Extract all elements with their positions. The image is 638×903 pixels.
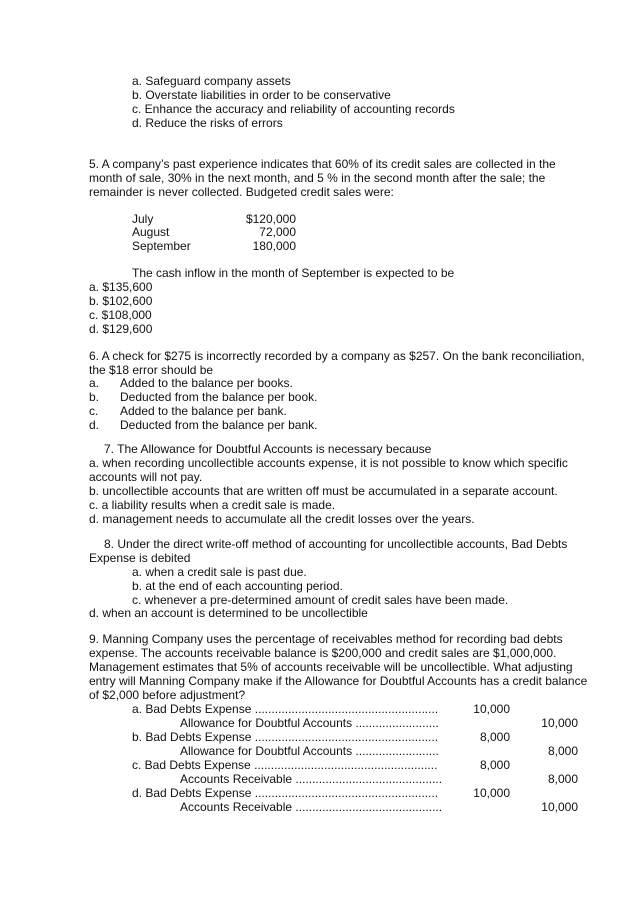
top-option-b: b. Overstate liabilities in order to be conservative: [132, 88, 391, 102]
top-option-d: d. Reduce the risks of errors: [132, 116, 283, 130]
top-option-c: c. Enhance the accuracy and reliability of accounting records: [132, 102, 455, 116]
q9-stem-line-3: Management estimates that 5% of accounts receivable will be uncollectible. What adjusting: [89, 660, 573, 674]
q9-credit-line: Accounts Receivable ............................................: [180, 772, 443, 786]
q5-sales-month: August: [132, 225, 170, 239]
q6-option-text: Deducted from the balance per bank.: [120, 418, 318, 432]
q6-option-text: Added to the balance per bank.: [120, 404, 287, 418]
top-option-a: a. Safeguard company assets: [132, 74, 291, 88]
q7-option-c: c. a liability results when a credit sale is made.: [89, 498, 336, 512]
q5-stem-line-1: 5. A company’s past experience indicates that 60% of its credit sales are collected in the: [89, 157, 556, 171]
q6-option-letter: b.: [89, 390, 100, 404]
q6-option-letter: a.: [89, 376, 100, 390]
q9-stem-line-2: expense. The accounts receivable balance is $200,000 and credit sales are $1,000,000.: [89, 646, 557, 660]
q5-sales-month: September: [132, 239, 191, 253]
q9-debit-line: c. Bad Debts Expense .......................................................: [132, 758, 438, 772]
q7-option-a-line-1: a. when recording uncollectible accounts expense, it is not possible to know which specific: [89, 456, 568, 470]
q9-credit-amount: 8,000: [547, 744, 578, 758]
q7-option-a-line-2: accounts will not pay.: [89, 470, 203, 484]
q9-debit-amount: 10,000: [473, 786, 510, 800]
q7-option-d: d. management needs to accumulate all the credit losses over the years.: [89, 512, 475, 526]
q5-question: The cash inflow in the month of September is expected to be: [132, 266, 455, 280]
q8-option-b: b. at the end of each accounting period.: [132, 579, 343, 593]
q6-option-text: Added to the balance per books.: [120, 376, 293, 390]
q5-sales-amount: $120,000: [245, 212, 296, 226]
q9-credit-line: Allowance for Doubtful Accounts .........................: [180, 744, 439, 758]
q9-credit-amount: 10,000: [541, 716, 578, 730]
q9-stem-line-5: of $2,000 before adjustment?: [89, 688, 246, 702]
q6-option-letter: d.: [89, 418, 100, 432]
q8-option-d: d. when an account is determined to be uncollectible: [89, 606, 368, 620]
q7-option-b: b. uncollectible accounts that are written off must be accumulated in a separate account.: [89, 484, 558, 498]
q8-stem-line-2: Expense is debited: [89, 551, 191, 565]
q9-debit-line: b. Bad Debts Expense .......................................................: [132, 730, 439, 744]
q8-option-c: c. whenever a pre-determined amount of credit sales have been made.: [132, 593, 509, 607]
q9-debit-amount: 8,000: [479, 730, 510, 744]
q6-stem-line-1: 6. A check for $275 is incorrectly recorded by a company as $257. On the bank reconciliation,: [89, 349, 585, 363]
q5-option-c: c. $108,000: [89, 308, 152, 322]
q8-option-a: a. when a credit sale is past due.: [132, 565, 307, 579]
q9-debit-amount: 10,000: [473, 702, 510, 716]
q5-stem-line-3: remainder is never collected. Budgeted credit sales were:: [89, 185, 394, 199]
q5-stem-line-2: month of sale, 30% in the next month, and 5 % in the second month after the sale; the: [89, 171, 546, 185]
q9-stem-line-1: 9. Manning Company uses the percentage of receivables method for recording bad debts: [89, 632, 563, 646]
q5-option-a: a. $135,600: [89, 280, 153, 294]
q5-option-d: d. $129,600: [89, 322, 153, 336]
q9-stem-line-4: entry will Manning Company make if the Allowance for Doubtful Accounts has a credit balance: [89, 674, 588, 688]
q7-stem: 7. The Allowance for Doubtful Accounts is necessary because: [104, 442, 432, 456]
q5-option-b: b. $102,600: [89, 294, 153, 308]
q9-debit-line: d. Bad Debts Expense .......................................................: [132, 786, 439, 800]
q9-credit-amount: 10,000: [541, 800, 578, 814]
q5-sales-amount: 180,000: [252, 239, 296, 253]
q6-stem-line-2: the $18 error should be: [89, 363, 214, 377]
q6-option-text: Deducted from the balance per book.: [120, 390, 318, 404]
q5-sales-month: July: [132, 212, 154, 226]
q8-stem-line-1: 8. Under the direct write-off method of accounting for uncollectible accounts, Bad Debts: [104, 537, 568, 551]
q5-sales-amount: 72,000: [259, 225, 296, 239]
q9-credit-line: Accounts Receivable ............................................: [180, 800, 443, 814]
q9-debit-line: a. Bad Debts Expense .......................................................: [132, 702, 439, 716]
q9-credit-amount: 8,000: [547, 772, 578, 786]
q6-option-letter: c.: [89, 404, 99, 418]
q9-credit-line: Allowance for Doubtful Accounts .........................: [180, 716, 439, 730]
q9-debit-amount: 8,000: [479, 758, 510, 772]
